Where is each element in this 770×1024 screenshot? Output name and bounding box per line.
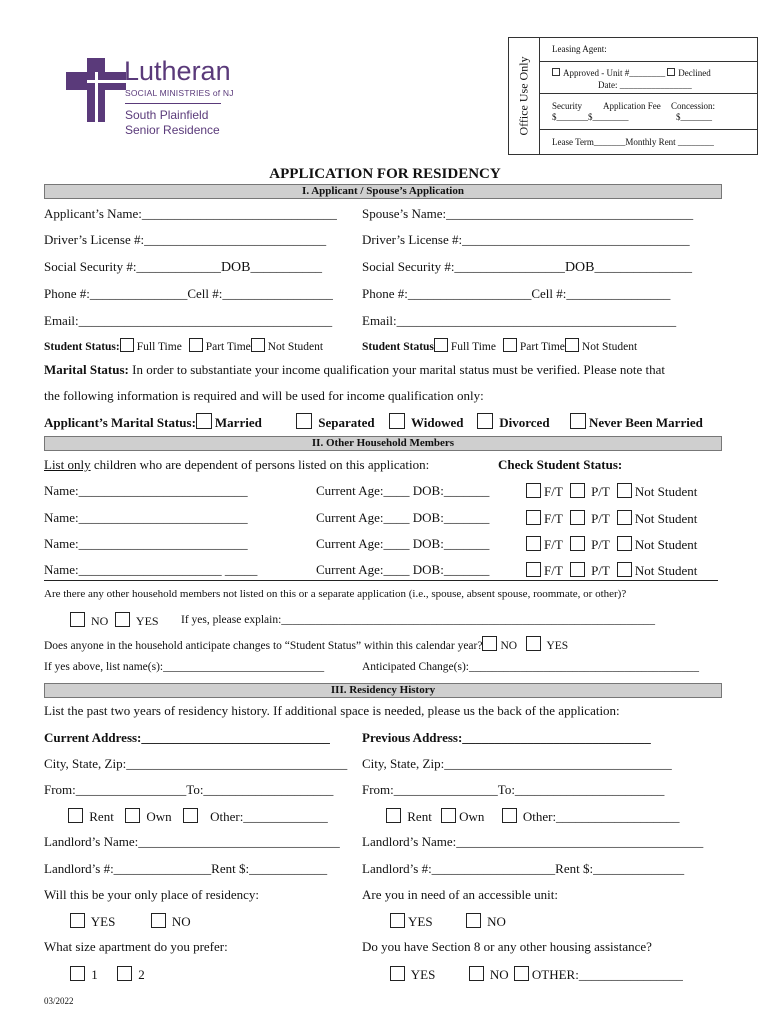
applicant-marital-label: Applicant’s Marital Status: — [44, 415, 196, 430]
from-to-field[interactable]: From:_________________To:____________________ — [44, 782, 334, 797]
concession-amount: $_______ — [676, 112, 712, 122]
no-checkbox[interactable] — [70, 612, 85, 627]
size-2-label: 2 — [138, 967, 145, 982]
marital-status-heading: Marital Status: — [44, 362, 129, 377]
previous-landlord-name-field[interactable]: Landlord’s Name:______________________________________ — [362, 834, 704, 849]
separated-option — [296, 413, 375, 431]
pt-label: P/T — [591, 511, 610, 526]
child-student-options — [526, 562, 697, 579]
logo-name: Lutheran — [124, 56, 231, 86]
pt-label: P/T — [591, 484, 610, 499]
logo-site-line1: South Plainfield — [125, 108, 209, 122]
separated-checkbox[interactable] — [296, 413, 312, 429]
spouse-student-status — [362, 338, 637, 353]
child-student-options — [526, 536, 697, 553]
spouse-part-time-checkbox[interactable] — [503, 338, 517, 352]
applicant-name-field[interactable]: Applicant’s Name:______________________________ — [44, 206, 337, 221]
app-fee-label: Application Fee — [603, 101, 661, 111]
residency-yes-checkbox[interactable] — [70, 913, 85, 928]
previous-from-to-field[interactable]: From:________________To:_______________________ — [362, 782, 665, 797]
approved-label: Approved - Unit #________ — [563, 68, 666, 78]
pt-checkbox[interactable] — [570, 536, 585, 551]
accessible-unit-question: Are you in need of an accessible unit: — [362, 887, 559, 902]
section8-question: Do you have Section 8 or any other housing assistance? — [362, 939, 652, 954]
section8-no-label: NO — [489, 967, 509, 982]
previous-own-checkbox[interactable] — [441, 808, 456, 823]
apartment-size-options — [70, 966, 145, 983]
other-members-question: Are there any other household members not listed on this or a separate application (i.e., spouse, absent spouse, roommate, or other)? — [44, 588, 627, 600]
anticipate-yes-checkbox[interactable] — [526, 636, 541, 651]
dob-label: DOB — [220, 260, 251, 275]
full-time-checkbox[interactable] — [120, 338, 134, 352]
child-student-options — [526, 483, 697, 500]
never-married-checkbox[interactable] — [570, 413, 586, 429]
child-age-dob-field[interactable]: Current Age:____ DOB:_______ — [316, 510, 490, 525]
marital-text-line1: In order to substantiate your income qualification your marital status must be verified. Please note that — [128, 362, 665, 377]
accessible-no-label: NO — [487, 914, 506, 929]
previous-address-field[interactable]: Previous Address:_____________________________ — [362, 730, 651, 745]
anticipate-yes-label: YES — [546, 640, 569, 652]
spouse-name-field[interactable]: Spouse’s Name:______________________________________ — [362, 206, 694, 221]
pt-checkbox[interactable] — [570, 562, 585, 577]
yes-checkbox[interactable] — [115, 612, 130, 627]
previous-other-checkbox[interactable] — [502, 808, 517, 823]
leasing-agent-row — [540, 38, 757, 62]
not-student-checkbox[interactable] — [251, 338, 265, 352]
date-label: Date: ________________ — [598, 80, 692, 90]
residency-no-checkbox[interactable] — [151, 913, 166, 928]
drivers-license-field[interactable]: Driver’s License #:____________________________ — [44, 232, 327, 247]
previous-rent-label: Rent — [407, 809, 432, 824]
spouse-drivers-license-field[interactable]: Driver’s License #:___________________________________ — [362, 232, 690, 247]
ft-checkbox[interactable] — [526, 536, 541, 551]
married-label: Married — [214, 415, 262, 430]
ft-label: F/T — [544, 563, 563, 578]
office-use-label: Office Use Only — [509, 38, 540, 154]
previous-own-label: Own — [459, 809, 485, 824]
section1-bar: I. Applicant / Spouse’s Application — [44, 184, 722, 199]
form-version: 03/2022 — [44, 996, 74, 1006]
lease-label: Lease Term_______Monthly Rent ________ — [552, 137, 714, 147]
ft-checkbox[interactable] — [526, 510, 541, 525]
security-label: Security — [552, 101, 582, 111]
not-student-checkbox[interactable] — [617, 536, 632, 551]
spouse-not-student-checkbox[interactable] — [565, 338, 579, 352]
pt-checkbox[interactable] — [570, 483, 585, 498]
cross-logo-icon — [66, 58, 126, 122]
apartment-size-question: What size apartment do you prefer: — [44, 939, 228, 954]
anticipate-no-checkbox[interactable] — [482, 636, 497, 651]
spouse-phone-field[interactable]: Phone #:___________________Cell #:________________ — [362, 286, 671, 301]
own-label: Own — [146, 809, 172, 824]
ft-label: F/T — [544, 484, 563, 499]
separated-label: Separated — [318, 415, 375, 430]
phone-field[interactable]: Phone #:_______________Cell #:_________________ — [44, 286, 333, 301]
size-2-checkbox[interactable] — [117, 966, 132, 981]
divorced-checkbox[interactable] — [477, 413, 493, 429]
anticipate-question — [44, 636, 568, 652]
ft-label: F/T — [544, 511, 563, 526]
applicant-student-status — [44, 338, 323, 353]
email-field[interactable]: Email:_______________________________________ — [44, 313, 333, 328]
child-age-dob-field[interactable]: Current Age:____ DOB:_______ — [316, 536, 490, 551]
child-age-dob-field[interactable]: Current Age:____ DOB:_______ — [316, 483, 490, 498]
check-student-status-label: Check Student Status: — [498, 457, 623, 472]
declined-label: Declined — [678, 68, 711, 78]
only-residency-question: Will this be your only place of residency: — [44, 887, 260, 902]
leasing-agent-label: Leasing Agent: — [552, 44, 607, 54]
spouse-email-field[interactable]: Email:___________________________________________ — [362, 313, 677, 328]
accessible-options — [390, 913, 506, 930]
part-time-checkbox[interactable] — [189, 338, 203, 352]
spouse-social-security-field[interactable] — [362, 259, 692, 276]
spouse-student-status-label: Student Status — [362, 341, 434, 353]
ss-label: Social Security #:_____________ — [44, 259, 221, 274]
yes-label: YES — [135, 614, 159, 628]
divorced-option — [477, 413, 550, 431]
spouse-not-student-label: Not Student — [581, 341, 638, 353]
not-student-label: Not Student — [634, 537, 698, 552]
divider — [44, 580, 718, 581]
never-married-label: Never Been Married — [589, 415, 703, 430]
lease-row — [540, 130, 757, 154]
spouse-ss-label: Social Security #:_________________ — [362, 259, 565, 274]
landlord-number-field[interactable]: Landlord’s #:_______________Rent $:____________ — [44, 861, 328, 876]
not-student-label: Not Student — [267, 341, 324, 353]
not-student-checkbox[interactable] — [617, 562, 632, 577]
not-student-checkbox[interactable] — [617, 483, 632, 498]
city-state-zip-field[interactable]: City, State, Zip:__________________________________ — [44, 756, 348, 771]
size-1-label: 1 — [91, 967, 98, 982]
section3-bar: III. Residency History — [44, 683, 722, 698]
accessible-yes-label: YES — [408, 914, 433, 929]
accessible-no-checkbox[interactable] — [466, 913, 481, 928]
section8-other-label: OTHER:________________ — [531, 967, 683, 982]
previous-rent-checkbox[interactable] — [386, 808, 401, 823]
other-members-answer — [70, 612, 159, 629]
child-age-dob-field[interactable]: Current Age:____ DOB:_______ — [316, 562, 490, 577]
logo-org: SOCIAL MINISTRIES of NJ — [125, 88, 234, 98]
section8-yes-checkbox[interactable] — [390, 966, 405, 981]
anticipated-change-field[interactable]: Anticipated Change(s):________________________________________ — [362, 661, 699, 673]
anticipate-no-label: NO — [500, 640, 518, 652]
child-name-field[interactable]: Name:__________________________ — [44, 483, 248, 498]
logo-divider — [125, 103, 221, 104]
spouse-dob-line: _______________ — [594, 259, 692, 274]
previous-other-label: Other:___________________ — [522, 809, 680, 824]
section8-no-checkbox[interactable] — [469, 966, 484, 981]
section8-other-checkbox[interactable] — [514, 966, 529, 981]
child-name-field[interactable]: Name:______________________ _____ — [44, 562, 258, 577]
spouse-dob-label: DOB — [564, 260, 595, 275]
not-student-label: Not Student — [634, 563, 698, 578]
widowed-checkbox[interactable] — [389, 413, 405, 429]
other-label: Other:_____________ — [210, 809, 328, 824]
logo-site-line2: Senior Residence — [125, 123, 220, 137]
size-1-checkbox[interactable] — [70, 966, 85, 981]
ft-checkbox[interactable] — [526, 562, 541, 577]
list-text: children who are dependent of persons listed on this application: — [90, 457, 430, 472]
page-title: APPLICATION FOR RESIDENCY — [269, 166, 501, 182]
child-name-field[interactable]: Name:__________________________ — [44, 510, 248, 525]
residency-intro: List the past two years of residency history. If additional space is needed, please us the back of the application: — [44, 703, 620, 718]
landlord-name-field[interactable]: Landlord’s Name:_______________________________ — [44, 834, 340, 849]
fee-amounts: $_______$________ — [552, 112, 629, 122]
widowed-label: Widowed — [411, 415, 464, 430]
residency-no-label: NO — [171, 914, 191, 929]
own-checkbox[interactable] — [125, 808, 140, 823]
part-time-label: Part Time — [205, 341, 251, 353]
other-checkbox[interactable] — [183, 808, 198, 823]
not-student-label: Not Student — [634, 511, 698, 526]
section2-bar: II. Other Household Members — [44, 436, 722, 451]
child-name-field[interactable]: Name:__________________________ — [44, 536, 248, 551]
office-use-box — [508, 37, 758, 155]
previous-tenure-options — [386, 808, 680, 825]
not-student-label: Not Student — [634, 484, 698, 499]
social-security-field[interactable] — [44, 259, 322, 276]
approved-checkbox[interactable] — [552, 68, 560, 76]
pt-checkbox[interactable] — [570, 510, 585, 525]
pt-label: P/T — [591, 537, 610, 552]
dob-line: ___________ — [250, 259, 322, 274]
approval-row — [540, 62, 757, 94]
marital-status-note — [44, 362, 665, 378]
never-married-option — [570, 413, 703, 431]
divorced-label: Divorced — [499, 415, 550, 430]
rent-label: Rent — [89, 809, 114, 824]
logo — [66, 58, 236, 148]
current-tenure-options — [68, 808, 328, 825]
current-address-field[interactable]: Current Address:_____________________________ — [44, 730, 330, 745]
previous-city-state-zip-field[interactable]: City, State, Zip:___________________________________ — [362, 756, 672, 771]
spouse-part-time-label: Part Time — [519, 341, 565, 353]
pt-label: P/T — [591, 563, 610, 578]
ft-label: F/T — [544, 537, 563, 552]
list-only-text: List only — [44, 457, 91, 472]
section8-yes-label: YES — [410, 967, 436, 982]
applicant-marital-status — [44, 413, 262, 431]
no-label: NO — [91, 614, 109, 628]
fees-row — [540, 94, 757, 130]
anticipate-text: Does anyone in the household anticipate changes to “Student Status” within this calendar year? — [44, 640, 483, 652]
full-time-label: Full Time — [136, 341, 182, 353]
concession-label: Concession: — [671, 101, 715, 111]
not-student-checkbox[interactable] — [617, 510, 632, 525]
list-names-field[interactable]: If yes above, list name(s):____________________________ — [44, 661, 325, 673]
widowed-option — [389, 413, 464, 431]
spouse-full-time-label: Full Time — [450, 341, 496, 353]
ft-checkbox[interactable] — [526, 483, 541, 498]
only-residency-options — [70, 913, 191, 930]
rent-checkbox[interactable] — [68, 808, 83, 823]
marital-text-line2: the following information is required and will be used for income qualification only: — [44, 388, 484, 403]
spouse-full-time-checkbox[interactable] — [434, 338, 448, 352]
student-status-label: Student Status: — [44, 341, 120, 353]
explain-field[interactable]: If yes, please explain:_________________________________________________________________ — [181, 614, 656, 626]
married-checkbox[interactable] — [196, 413, 212, 429]
children-instruction — [44, 457, 429, 473]
section8-options — [390, 966, 683, 983]
child-student-options — [526, 510, 697, 527]
declined-checkbox[interactable] — [667, 68, 675, 76]
residency-yes-label: YES — [90, 914, 116, 929]
previous-landlord-number-field[interactable]: Landlord’s #:___________________Rent $:______________ — [362, 861, 685, 876]
accessible-yes-checkbox[interactable] — [390, 913, 405, 928]
